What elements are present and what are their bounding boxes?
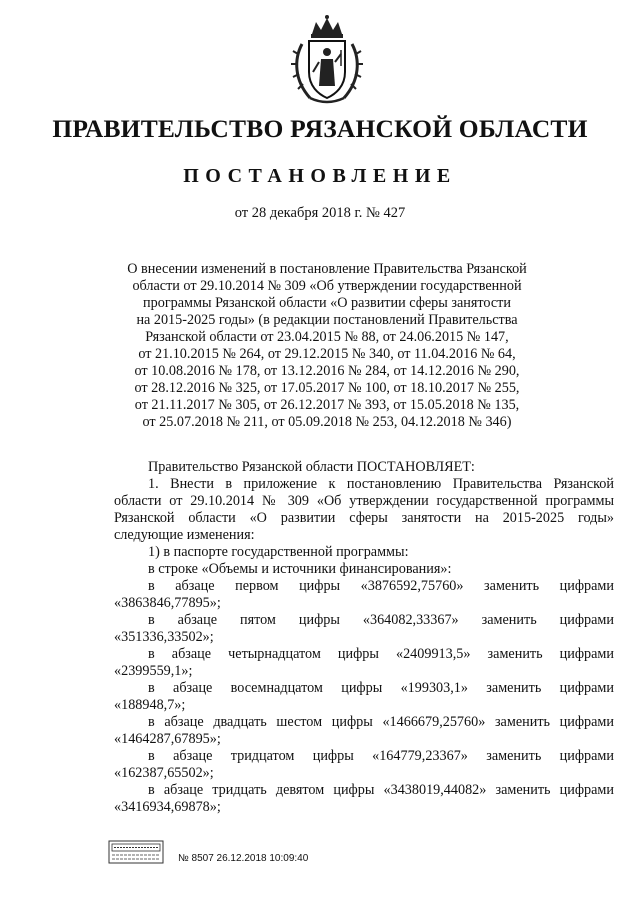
body-line: «351336,33502»; bbox=[114, 629, 214, 645]
government-title: ПРАВИТЕЛЬСТВО РЯЗАНСКОЙ ОБЛАСТИ bbox=[52, 114, 588, 143]
body-line: «3416934,69878»; bbox=[114, 799, 221, 815]
body-line: 1) в паспорте государственной программы: bbox=[148, 544, 409, 560]
body-line: Правительство Рязанской области ПОСТАНОВЛЯЕТ: bbox=[148, 459, 475, 475]
subject-line: на 2015-2025 годы» (в редакции постановлений Правительства bbox=[136, 312, 518, 328]
body-line: «3863846,77895»; bbox=[114, 595, 221, 611]
subject-line: Рязанской области от 23.04.2015 № 88, от 24.06.2015 № 147, bbox=[145, 329, 509, 345]
body-line: в абзаце тридцать девятом цифры «3438019,44082» заменить цифрами bbox=[148, 782, 614, 798]
body-line: в абзаце двадцать шестом цифры «1466679,25760» заменить цифрами bbox=[148, 714, 614, 730]
registration-number: № 8507 26.12.2018 10:09:40 bbox=[178, 853, 309, 864]
registration-stamp-icon bbox=[108, 840, 164, 864]
body-line: «1464287,67895»; bbox=[114, 731, 221, 747]
body-line: «188948,7»; bbox=[114, 697, 186, 713]
body-line: в абзаце восемнадцатом цифры «199303,1» заменить цифрами bbox=[148, 680, 614, 696]
coat-of-arms-icon bbox=[290, 14, 364, 106]
body-line: в абзаце четырнадцатом цифры «2409913,5» заменить цифрами bbox=[148, 646, 614, 662]
subject-line: от 28.12.2016 № 325, от 17.05.2017 № 100, от 18.10.2017 № 255, bbox=[134, 380, 520, 396]
document-date-number: от 28 декабря 2018 г. № 427 bbox=[234, 205, 406, 221]
subject-line: О внесении изменений в постановление Правительства Рязанской bbox=[127, 261, 527, 277]
subject-line: от 10.08.2016 № 178, от 13.12.2016 № 284, от 14.12.2016 № 290, bbox=[134, 363, 520, 379]
body-line: в абзаце пятом цифры «364082,33367» заменить цифрами bbox=[148, 612, 614, 628]
body-line: в строке «Объемы и источники финансирования»: bbox=[148, 561, 452, 577]
body-line: «2399559,1»; bbox=[114, 663, 193, 679]
subject-line: программы Рязанской области «О развитии сферы занятости bbox=[143, 295, 511, 311]
subject-line: от 25.07.2018 № 211, от 05.09.2018 № 253, 04.12.2018 № 346) bbox=[142, 414, 512, 430]
document-subject bbox=[88, 261, 566, 431]
body-line: в абзаце первом цифры «3876592,75760» заменить цифрами bbox=[148, 578, 614, 594]
body-line: Рязанской области «О развитии сферы занятости на 2015-2025 годы» bbox=[114, 510, 614, 526]
subject-line: области от 29.10.2014 № 309 «Об утверждении государственной bbox=[132, 278, 522, 294]
body-line: 1. Внести в приложение к постановлению Правительства Рязанской bbox=[148, 476, 614, 492]
body-line: области от 29.10.2014 № 309 «Об утверждении государственной программы bbox=[114, 493, 614, 509]
document-body bbox=[114, 459, 614, 816]
document-type: ПОСТАНОВЛЕНИЕ bbox=[183, 165, 457, 187]
body-line: следующие изменения: bbox=[114, 527, 255, 543]
subject-line: от 21.10.2015 № 264, от 29.12.2015 № 340, от 11.04.2016 № 64, bbox=[138, 346, 516, 362]
subject-line: от 21.11.2017 № 305, от 26.12.2017 № 393, от 15.05.2018 № 135, bbox=[134, 397, 520, 413]
body-line: «162387,65502»; bbox=[114, 765, 214, 781]
body-line: в абзаце тридцатом цифры «164779,23367» заменить цифрами bbox=[148, 748, 614, 764]
